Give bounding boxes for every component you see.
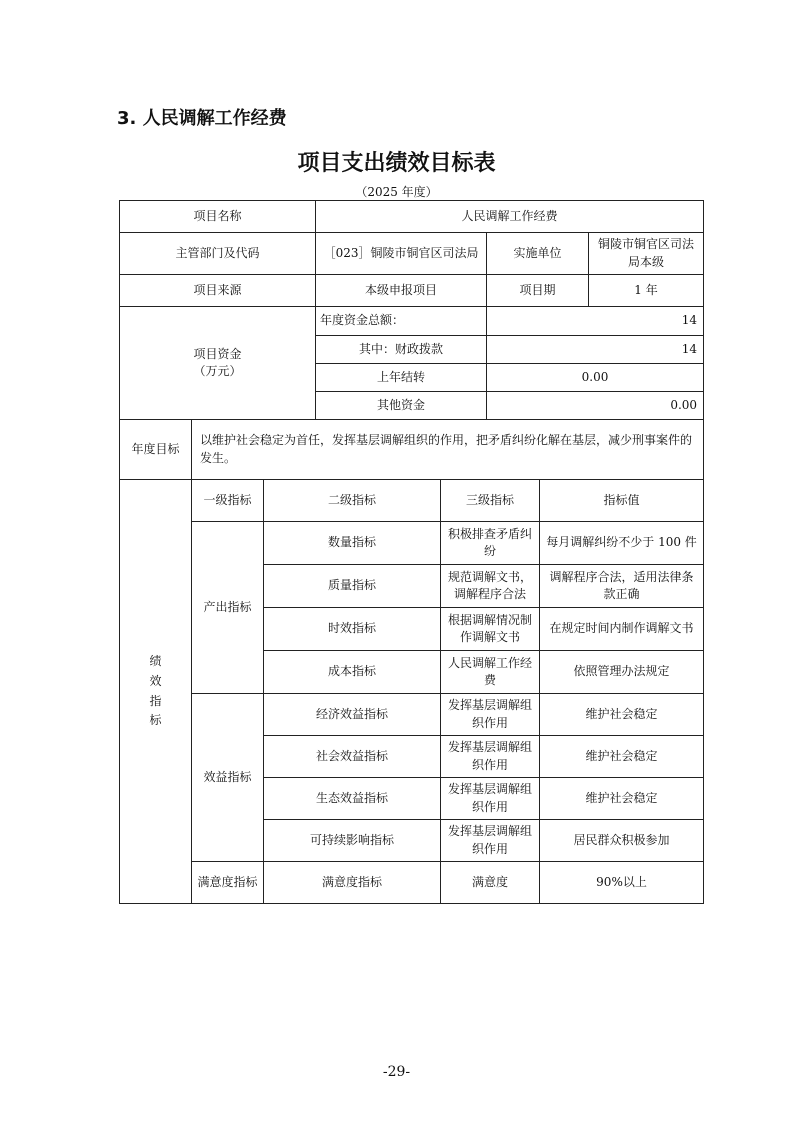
period-value: 1 年 <box>589 275 704 307</box>
benefit-level2: 社会效益指标 <box>264 736 441 778</box>
dept-value: ［023］铜陵市铜官区司法局 <box>316 233 487 275</box>
benefit-level3: 发挥基层调解组织作用 <box>441 820 540 862</box>
output-value: 依照管理办法规定 <box>540 651 704 694</box>
funds-unit: （万元） <box>193 364 242 378</box>
output-value: 调解程序合法，适用法律条款正确 <box>540 565 704 608</box>
header-level2: 二级指标 <box>264 480 441 522</box>
header-level1: 一级指标 <box>192 480 264 522</box>
table-row <box>120 694 704 736</box>
table-title: 项目支出绩效目标表 <box>297 151 496 176</box>
header-value: 指标值 <box>540 480 704 522</box>
benefit-level2: 生态效益指标 <box>264 778 441 820</box>
funds-fiscal-value: 14 <box>487 336 704 364</box>
satisfaction-label: 满意度指标 <box>192 862 264 904</box>
funds-carry-value: 0.00 <box>487 364 704 392</box>
impl-label: 实施单位 <box>487 233 589 275</box>
table-row <box>120 233 704 275</box>
table-row <box>120 480 704 522</box>
output-level3: 规范调解文书，调解程序合法 <box>441 565 540 608</box>
header-level3: 三级指标 <box>441 480 540 522</box>
year-label: （2025 年度） <box>355 185 438 199</box>
output-value: 在规定时间内制作调解文书 <box>540 608 704 651</box>
benefit-level2: 可持续影响指标 <box>264 820 441 862</box>
table-row <box>120 522 704 565</box>
output-level2: 成本指标 <box>264 651 441 694</box>
table-row <box>120 307 704 336</box>
funds-other-value: 0.00 <box>487 392 704 420</box>
output-level3: 根据调解情况制作调解文书 <box>441 608 540 651</box>
funds-total-label: 年度资金总额： <box>316 307 487 336</box>
output-label: 产出指标 <box>192 522 264 694</box>
benefit-level2: 经济效益指标 <box>264 694 441 736</box>
funds-other-label: 其他资金 <box>316 392 487 420</box>
funds-label-cell <box>120 307 316 420</box>
period-label: 项目期 <box>487 275 589 307</box>
funds-fiscal-label: 其中：财政拨款 <box>316 336 487 364</box>
table-row <box>120 275 704 307</box>
funds-total-value: 14 <box>487 307 704 336</box>
satisfaction-value: 90%以上 <box>540 862 704 904</box>
output-level2: 数量指标 <box>264 522 441 565</box>
benefit-value: 维护社会稳定 <box>540 736 704 778</box>
table-row <box>120 862 704 904</box>
performance-table <box>119 200 704 904</box>
output-level3: 积极排查矛盾纠纷 <box>441 522 540 565</box>
table-row <box>120 201 704 233</box>
benefit-label: 效益指标 <box>192 694 264 862</box>
annual-goal-label: 年度目标 <box>120 420 192 480</box>
source-value: 本级申报项目 <box>316 275 487 307</box>
benefit-value: 居民群众积极参加 <box>540 820 704 862</box>
project-name-value: 人民调解工作经费 <box>316 201 704 233</box>
page-number: -29- <box>382 1064 411 1080</box>
output-value: 每月调解纠纷不少于 100 件 <box>540 522 704 565</box>
benefit-value: 维护社会稳定 <box>540 778 704 820</box>
satisfaction-level3: 满意度 <box>441 862 540 904</box>
funds-label: 项目资金 <box>193 346 242 361</box>
output-level2: 时效指标 <box>264 608 441 651</box>
dept-label: 主管部门及代码 <box>120 233 316 275</box>
table-row <box>120 420 704 480</box>
indicators-group-label: 绩效指标 <box>120 480 192 904</box>
project-name-label: 项目名称 <box>120 201 316 233</box>
funds-carry-label: 上年结转 <box>316 364 487 392</box>
output-level2: 质量指标 <box>264 565 441 608</box>
output-level3: 人民调解工作经费 <box>441 651 540 694</box>
benefit-value: 维护社会稳定 <box>540 694 704 736</box>
annual-goal-text: 以维护社会稳定为首任，发挥基层调解组织的作用，把矛盾纠纷化解在基层，减少刑事案件的发生。 <box>192 420 704 480</box>
source-label: 项目来源 <box>120 275 316 307</box>
benefit-level3: 发挥基层调解组织作用 <box>441 736 540 778</box>
section-heading: 3. 人民调解工作经费 <box>117 108 287 129</box>
impl-value: 铜陵市铜官区司法局本级 <box>589 233 704 275</box>
benefit-level3: 发挥基层调解组织作用 <box>441 694 540 736</box>
benefit-level3: 发挥基层调解组织作用 <box>441 778 540 820</box>
satisfaction-level2: 满意度指标 <box>264 862 441 904</box>
